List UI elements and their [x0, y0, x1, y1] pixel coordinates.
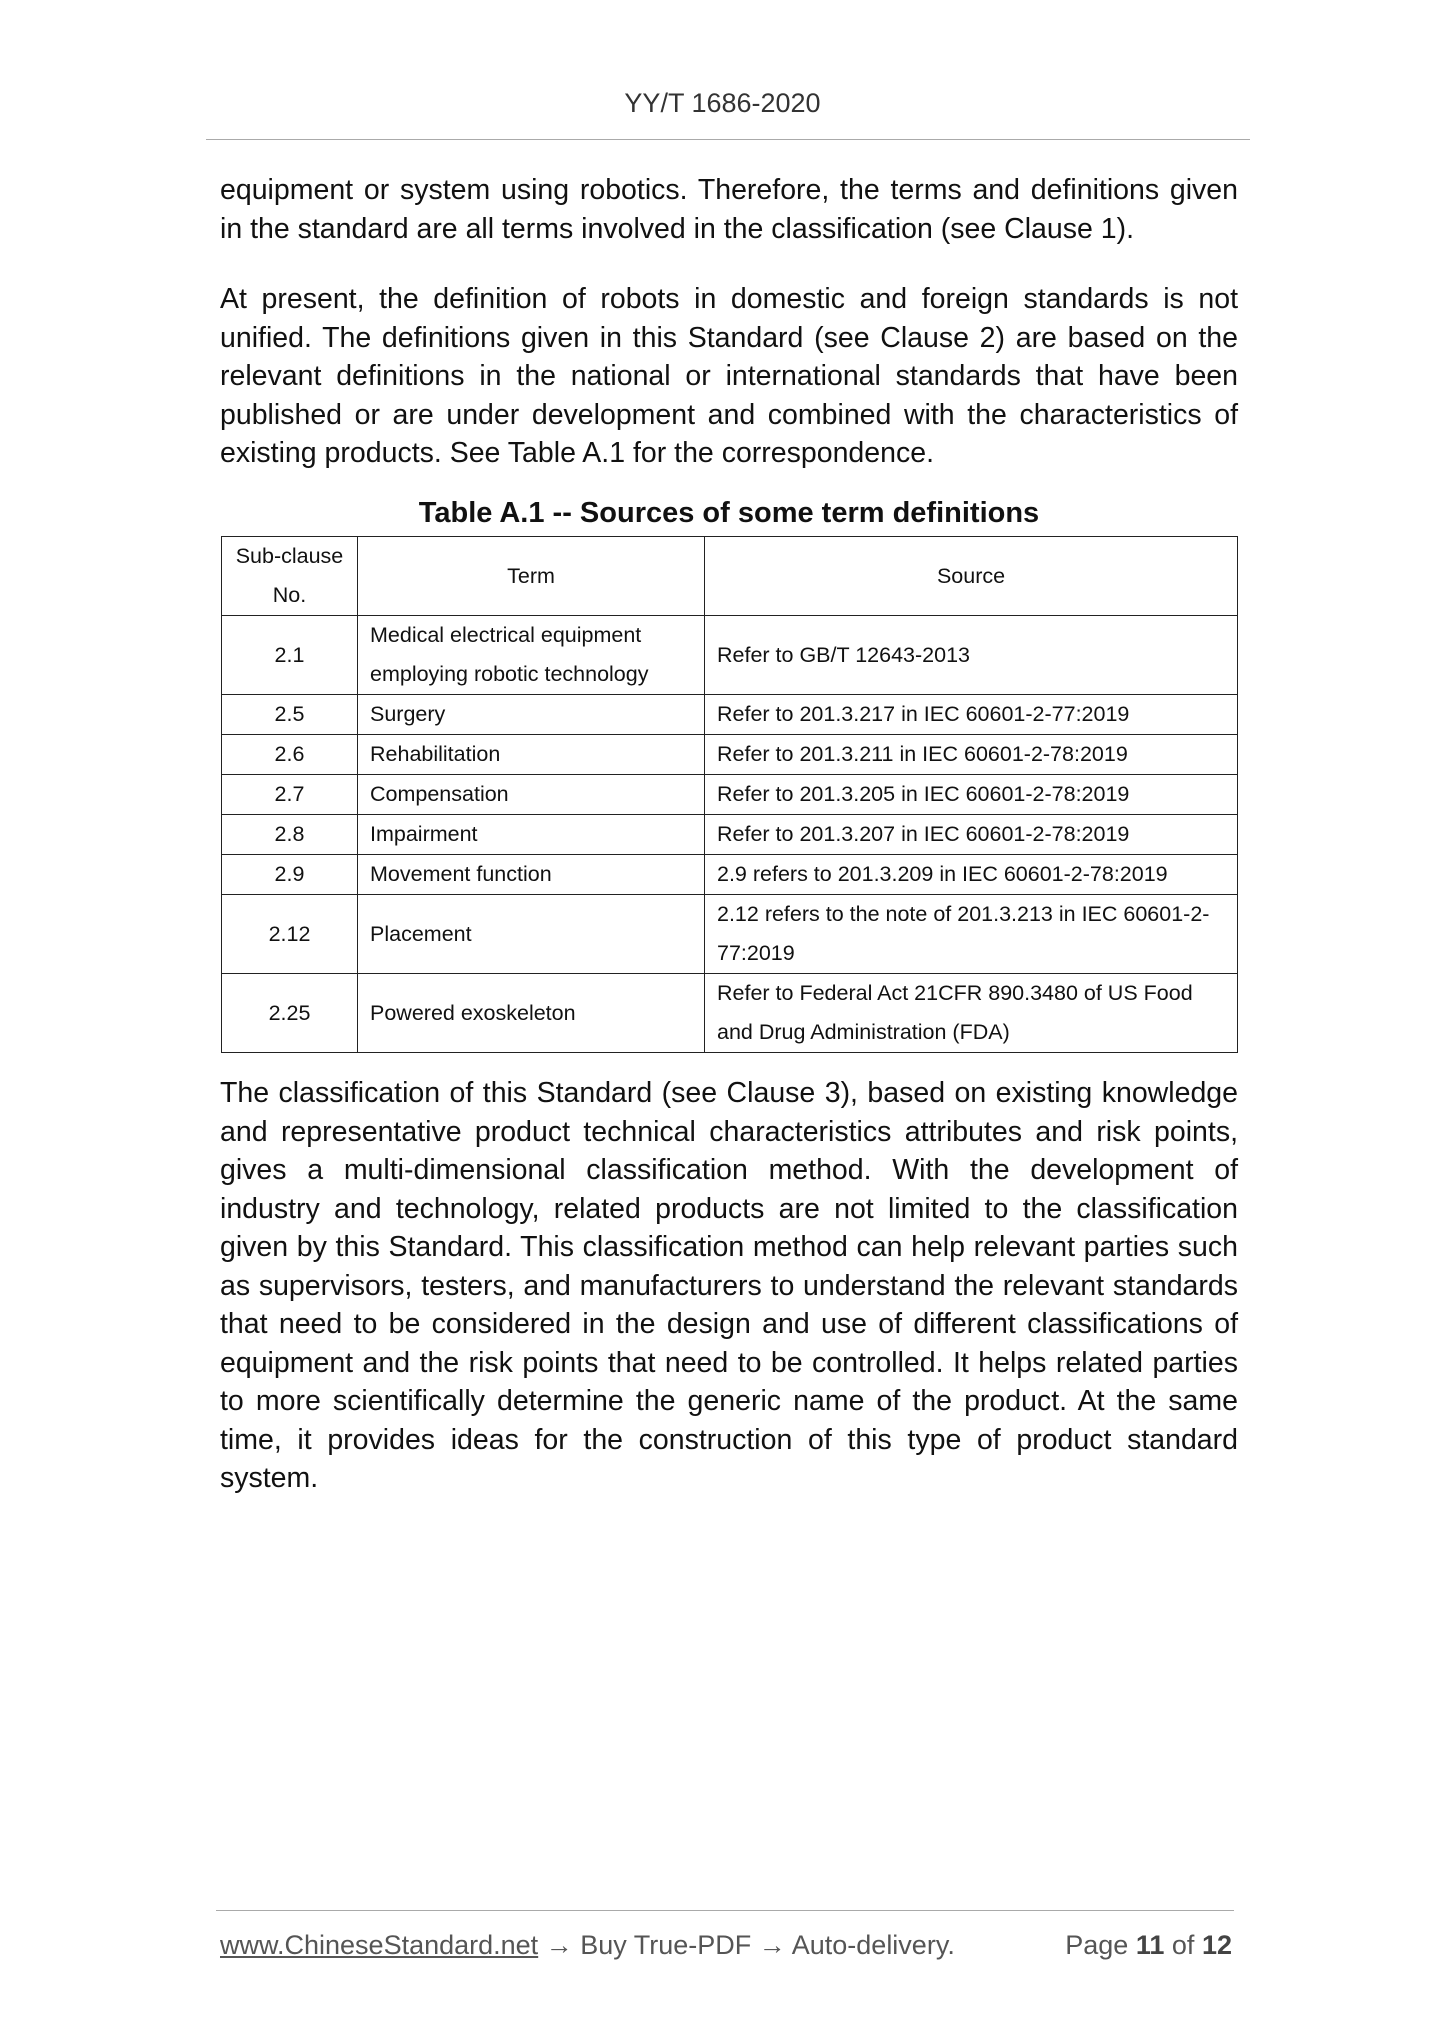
- page-number: Page 11 of 12: [1065, 1930, 1232, 1960]
- website-link[interactable]: www.ChineseStandard.net: [220, 1930, 539, 1960]
- table-row: [222, 775, 1238, 815]
- cell-no: 2.7: [222, 775, 358, 815]
- table-row: [222, 895, 1238, 974]
- header-subclause-no: Sub-clause No.: [222, 537, 358, 616]
- cell-source: 2.12 refers to the note of 201.3.213 in IEC 60601-2-77:2019: [705, 895, 1238, 974]
- footer-divider: [216, 1910, 1234, 1911]
- cell-source: Refer to Federal Act 21CFR 890.3480 of US Food and Drug Administration (FDA): [705, 974, 1238, 1053]
- table-row: [222, 695, 1238, 735]
- cell-no: 2.9: [222, 855, 358, 895]
- cell-term: Surgery: [358, 695, 705, 735]
- cell-no: 2.1: [222, 616, 358, 695]
- cell-no: 2.5: [222, 695, 358, 735]
- running-header: YY/T 1686-2020: [624, 88, 821, 118]
- cell-term: Compensation: [358, 775, 705, 815]
- cell-term: Movement function: [358, 855, 705, 895]
- cell-source: Refer to 201.3.205 in IEC 60601-2-78:2019: [705, 775, 1238, 815]
- total-pages: 12: [1201, 1930, 1232, 1960]
- cell-term: Medical electrical equipment employing robotic technology: [358, 616, 705, 695]
- cell-source: Refer to 201.3.211 in IEC 60601-2-78:2019: [705, 735, 1238, 775]
- page-footer: [220, 1930, 1232, 1961]
- cell-source: Refer to 201.3.217 in IEC 60601-2-77:2019: [705, 695, 1238, 735]
- cell-term: Rehabilitation: [358, 735, 705, 775]
- table-row: [222, 735, 1238, 775]
- cell-no: 2.12: [222, 895, 358, 974]
- cell-source: Refer to 201.3.207 in IEC 60601-2-78:2019: [705, 815, 1238, 855]
- paragraph-classification: The classification of this Standard (see Clause 3), based on existing knowledge and representative product technical characteristics attributes and risk points, gives a multi-dimensional classification method. With the development of industry and technology, related products are not limited to the classification given by this Standard. This classification method can help relevant parties such as supervisors, testers, and manufacturers to understand the relevant standards that need to be considered in the design and use of different classifications of equipment and the risk points that need to be controlled. It helps related parties to more scientifically determine the generic name of the product. At the same time, it provides ideas for the construction of this type of product standard system.: [220, 1077, 1238, 1494]
- footer-promo-text: → Buy True-PDF → Auto-delivery.: [538, 1930, 955, 1960]
- cell-term: Impairment: [358, 815, 705, 855]
- header-source: Source: [705, 537, 1238, 616]
- cell-source: Refer to GB/T 12643-2013: [705, 616, 1238, 695]
- footer-promo: [220, 1930, 955, 1961]
- current-page: 11: [1135, 1930, 1165, 1960]
- cell-term: Placement: [358, 895, 705, 974]
- table-row: [222, 974, 1238, 1053]
- table-header-row: [222, 537, 1238, 616]
- cell-source: 2.9 refers to 201.3.209 in IEC 60601-2-78:2019: [705, 855, 1238, 895]
- table-row: [222, 616, 1238, 695]
- header-term: Term: [358, 537, 705, 616]
- cell-no: 2.6: [222, 735, 358, 775]
- table-row: [222, 855, 1238, 895]
- cell-term: Powered exoskeleton: [358, 974, 705, 1053]
- table-row: [222, 815, 1238, 855]
- table-caption: Table A.1 -- Sources of some term definitions: [418, 497, 1040, 529]
- cell-no: 2.8: [222, 815, 358, 855]
- cell-no: 2.25: [222, 974, 358, 1053]
- paragraph-definitions: At present, the definition of robots in domestic and foreign standards is not unified. The definitions given in this Standard (see Clause 2) are based on the relevant definitions in the national or international standards that have been published or are under development and combined with the characteristics of existing products. See Table A.1 for the correspondence.: [220, 283, 1238, 469]
- definitions-table: [221, 536, 1238, 1053]
- header-divider: [206, 139, 1250, 140]
- paragraph-intro: equipment or system using robotics. Therefore, the terms and definitions given in the standard are all terms involved in the classification (see Clause 1).: [220, 174, 1238, 245]
